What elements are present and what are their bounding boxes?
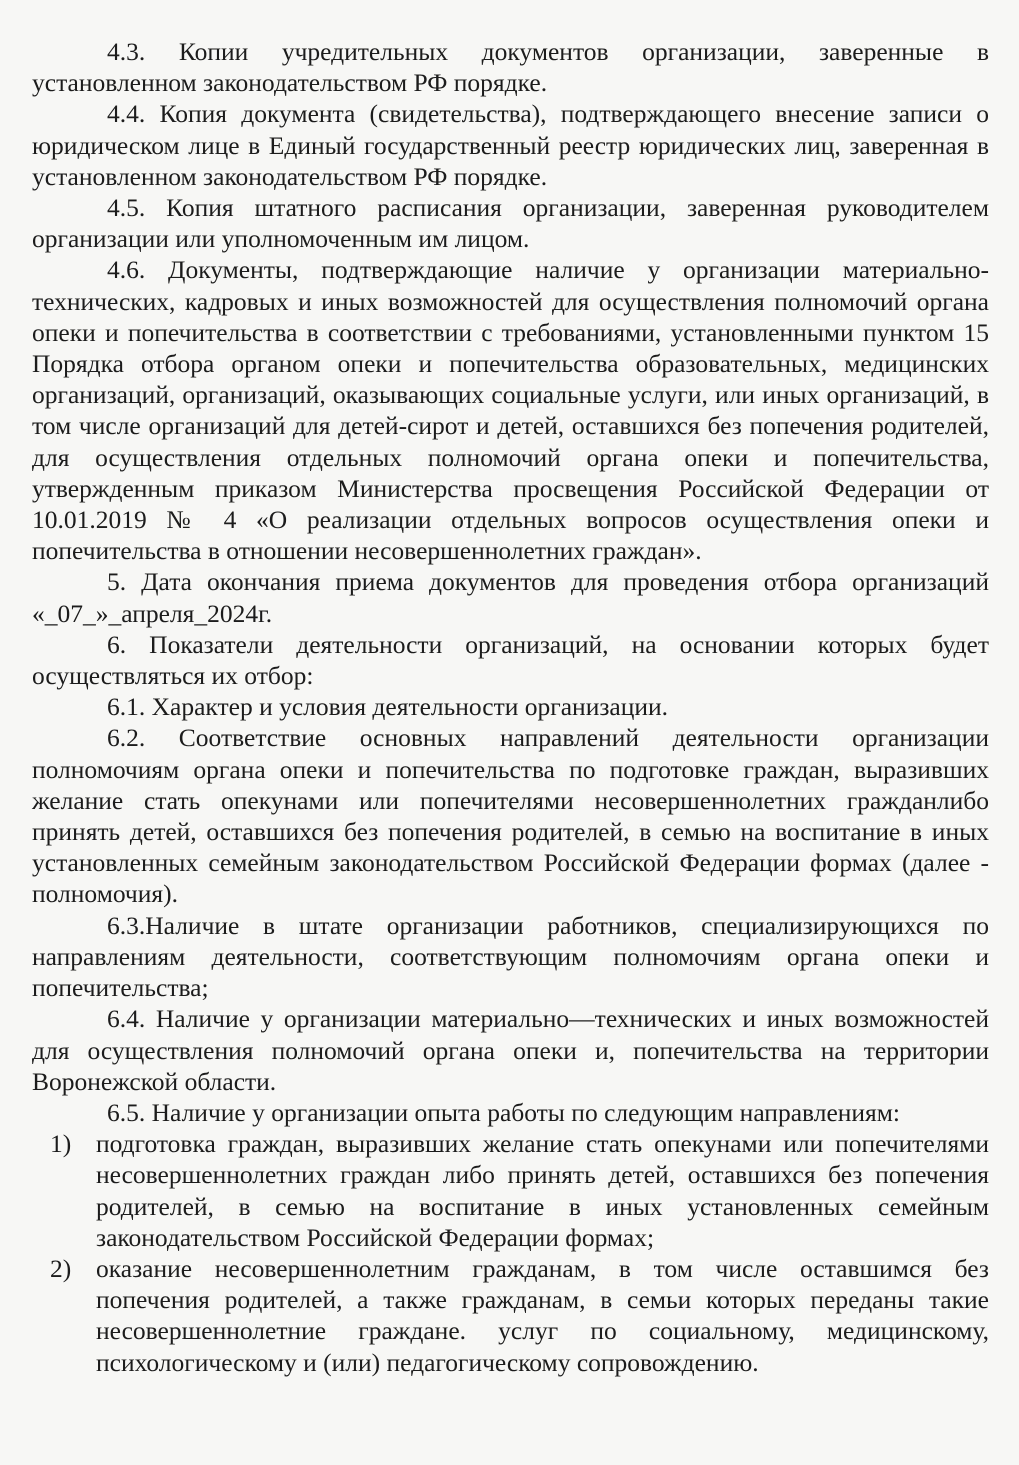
- paragraph-4-4: 4.4. Копия документа (свидетельства), подтверждающего внесение записи о юридическом лице в Единый государственный реестр юридических лиц, заверенная в установленном законодательством РФ порядке.: [32, 99, 989, 191]
- paragraph-6-3: 6.3.Наличие в штате организации работников, специализирующихся по направлениям деятельности, соответствующим полномочиям органа опеки и попечительства;: [32, 910, 989, 1003]
- list-item: [32, 1253, 989, 1378]
- paragraph-4-5: 4.5. Копия штатного расписания организации, заверенная руководителем организации или уполномоченным им лицом.: [32, 193, 989, 254]
- paragraph-6-2: 6.2. Соответствие основных направлений деятельности организации полномочиям органа опеки и попечительства по подготовке граждан, выразивших желание стать опекунами или попечителями несовершеннолетних гражданлибо принять детей, оставшихся без попечения родителей, в семью на воспитание в иных установленных семейным законодательством Российской Федерации формах (далее - полномочия).: [32, 723, 989, 909]
- paragraph-6-4: 6.4. Наличие у организации материально—технических и иных возможностей для осуществления полномочий органа опеки и, попечительства на территории Воронежской области.: [32, 1004, 989, 1096]
- paragraph-4-6: 4.6. Документы, подтверждающие наличие у организации материально-технических, кадровых и иных возможностей для осуществления полномочий органа опеки и попечительства в соответствии с требованиями, установленными пунктом 15 Порядка отбора органом опеки и попечительства образовательных, медицинских организаций, организаций, оказывающих социальные услуги, или иных организаций, в том числе организаций для детей-сирот и детей, оставшихся без попечения родителей, для осуществления отдельных полномочий органа опеки и попечительства, утвержденным приказом Министерства просвещения Российской Федерации от 10.01.2019 № 4 «О реализации отдельных вопросов осуществления опеки и попечительства в отношении несовершеннолетних граждан».: [32, 255, 989, 566]
- paragraph-6-5: 6.5. Наличие у организации опыта работы по следующим направлениям:: [107, 1097, 901, 1127]
- numbered-list: [32, 1128, 989, 1378]
- paragraph-4-3: 4.3. Копии учредительных документов организации, заверенные в установленном законодательством РФ порядке.: [32, 37, 989, 98]
- paragraph-6: 6. Показатели деятельности организаций, на основании которых будет осуществляться их отбор:: [32, 629, 989, 691]
- paragraph-6-1: 6.1. Характер и условия деятельности организации.: [107, 692, 669, 722]
- list-item-text: оказание несовершеннолетним гражданам, в том числе оставшимся без попечения родителей, а также гражданам, в семьи которых переданы такие несовершеннолетние граждане. услуг по социальному, медицинскому, психологическому и (или) педагогическому сопровождению.: [96, 1253, 989, 1377]
- list-item: [32, 1128, 989, 1253]
- paragraph-5: 5. Дата окончания приема документов для проведения отбора организаций «_07_»_апреля_2024г.: [32, 567, 989, 628]
- list-item-number: 1): [50, 1129, 72, 1159]
- list-item-number: 2): [50, 1253, 72, 1283]
- list-item-text: подготовка граждан, выразивших желание стать опекунами или попечителями несовершеннолетних граждан либо принять детей, оставшихся без попечения родителей, в семью на воспитание в иных установленных семейным законодательством Российской Федерации формах;: [96, 1129, 989, 1252]
